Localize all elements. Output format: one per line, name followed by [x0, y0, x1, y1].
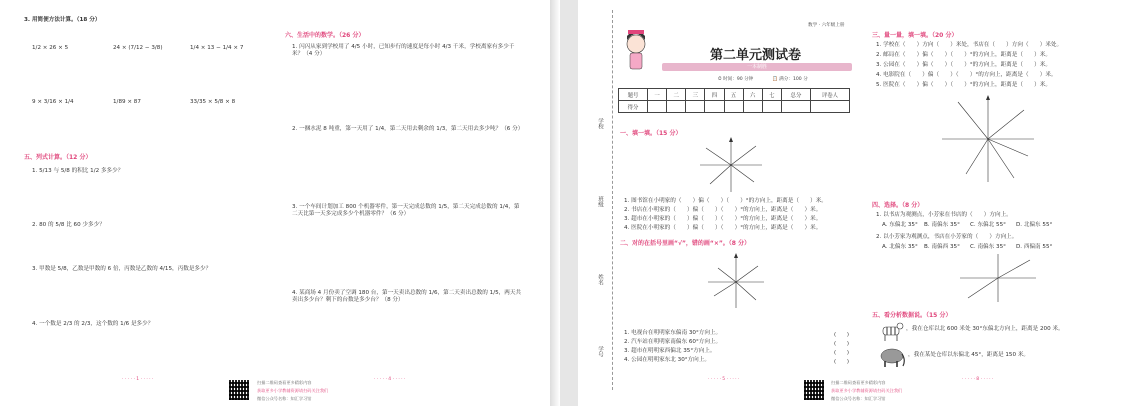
math-expression: 24 × (7/12 − 3/8) [113, 45, 163, 51]
question-item: 3. 超市在明明家西偏北 35°方向上。 [624, 348, 716, 354]
header-tag: 数学 · 六年级上册 [808, 23, 845, 28]
direction-diagram-2 [706, 252, 766, 310]
subtitle-bar: 一本制胜 [662, 63, 852, 71]
table-row [619, 89, 850, 101]
option-text: A. 北偏东 35° [882, 244, 918, 250]
footer-text: 扫描二维码查看更多精彩内容 [831, 380, 886, 385]
qr-code-icon [804, 380, 824, 400]
time-info: ⏱ 时间：90 分钟 [718, 77, 754, 82]
page-number: · · · · · 5 · · · · · [708, 377, 740, 382]
option-text: D. 北偏东 55° [1016, 222, 1053, 228]
footer-text: 扫描二维码查看更多精彩内容 [257, 380, 312, 385]
question-item: 1. 以书店为观测点，小芳家在书店的（ ）方向上。 [876, 212, 1012, 218]
question-item: 2. 80 的 5/8 比 60 少多少？ [32, 222, 105, 228]
question-item: ，我在某处仓库以东偏北 45°，距离是 150 米。 [908, 352, 1030, 358]
question-item: 2. 汽车站在明明家南偏东 60°方向上。 [624, 339, 722, 345]
page-number: · · · · · 1 · · · · · [122, 377, 154, 382]
answer-paren: ( ) [834, 359, 849, 365]
table-cell [686, 101, 705, 113]
question-item: 1. 图书馆在小明家的（ ）偏（ ）（ ）°的方向上，距离是（ ）米。 [624, 198, 827, 204]
option-text: C. 东偏北 55° [970, 222, 1006, 228]
table-cell [762, 101, 781, 113]
left-exam-page [0, 0, 560, 406]
girl-mascot-icon [622, 26, 650, 72]
question-item: ，我在仓库以北 600 米处 30°东偏北方向上，距离是 200 米。 [906, 326, 1064, 332]
footer-text: 获取更多小学教辅资源请扫码关注我们 [257, 388, 329, 393]
question-item: 2. 以小芳家为观测点，书店在小芳家的（ ）方向上。 [876, 234, 1018, 240]
answer-paren: ( ) [834, 341, 849, 347]
section-title: 四、选择。（8 分） [872, 202, 924, 209]
question-item: 2. 书店在小明家的（ ）偏（ ）（ ）°的方向上，距离是（ ）米。 [624, 207, 822, 213]
question-item: 2. 邮局在（ ）偏（ ）（ ）°的方向上，距离是（ ）米。 [876, 52, 1051, 58]
question-heading: 3. 用简便方法计算。（18 分） [24, 17, 101, 23]
table-cell [781, 101, 810, 113]
question-item: 4. 一个数是 2/3 的 2/3，这个数的 1/6 是多少？ [32, 321, 154, 327]
option-text: C. 南偏东 35° [970, 244, 1006, 250]
footer-text: 微信公众号名称：知汇学习馆 [831, 396, 886, 401]
table-cell [724, 101, 743, 113]
section-title: 五、看分析数据说。（15 分） [872, 312, 952, 319]
math-expression: 33/35 × 5/8 × 8 [190, 99, 236, 105]
question-item: 3. 甲数是 5/8，乙数是甲数的 6 倍，丙数是乙数的 4/15，丙数是多少？ [32, 266, 212, 272]
option-text: B. 南偏东 35° [924, 222, 960, 228]
direction-diagram-1 [696, 136, 766, 194]
option-text: D. 西偏南 55° [1016, 244, 1053, 250]
table-cell [705, 101, 724, 113]
table-cell: 题号 [619, 89, 648, 101]
section-title: 三、量一量，填一填。（20 分） [872, 32, 958, 39]
math-expression: 1/2 × 26 × 5 [32, 45, 69, 51]
answer-paren: ( ) [834, 332, 849, 338]
table-cell: 二 [667, 89, 686, 101]
table-cell: 七 [762, 89, 781, 101]
table-cell: 五 [724, 89, 743, 101]
section-title: 五、列式计算。（12 分） [24, 154, 92, 161]
page-number: · · · · · 8 · · · · · [962, 377, 994, 382]
side-label: 班级 [597, 196, 603, 207]
score-table [618, 88, 850, 113]
table-cell [810, 101, 849, 113]
right-exam-page [578, 0, 1131, 406]
footer-text: 获取更多小学教辅资源请扫码关注我们 [831, 388, 903, 393]
table-cell: 得分 [619, 101, 648, 113]
table-cell [743, 101, 762, 113]
answer-paren: ( ) [834, 350, 849, 356]
score-info: 📋 满分：100 分 [772, 77, 808, 82]
side-label: 学校 [597, 118, 603, 129]
option-text: B. 南偏西 35° [924, 244, 960, 250]
footer-text: 微信公众号名称：知汇学习馆 [257, 396, 312, 401]
question-item: 4. 医院在小明家的（ ）偏（ ）（ ）°的方向上，距离是（ ）米。 [624, 225, 822, 231]
table-cell: 一 [648, 89, 667, 101]
table-cell: 评卷人 [810, 89, 849, 101]
elephant-icon [878, 344, 906, 368]
direction-diagram-4 [958, 252, 1038, 304]
side-label: 学号 [597, 346, 603, 357]
binding-line [612, 10, 613, 390]
table-cell [648, 101, 667, 113]
math-expression: 1/4 × 13 − 1/4 × 7 [190, 45, 244, 51]
question-item: 3. 公园在（ ）偏（ ）（ ）°的方向上，距离是（ ）米。 [876, 62, 1051, 68]
question-item: 5. 医院在（ ）偏（ ）（ ）°的方向上，距离是（ ）米。 [876, 82, 1051, 88]
side-label: 姓名 [597, 274, 603, 285]
math-expression: 9 × 3/16 × 1/4 [32, 99, 74, 105]
question-item: 1. 闪闪从家到学校用了 4/5 小时，已知步行的速度是每小时 4/3 千米，学校离家有多少千米？（4 分） [292, 44, 515, 57]
question-item: 1. 5/13 与 5/8 的积比 1/2 多多少？ [32, 168, 124, 174]
option-text: A. 东偏北 35° [882, 222, 918, 228]
question-item: 1. 学校在（ ）方向（ ）米处，书店在（ ）方向（ ）米处。 [876, 42, 1063, 48]
table-cell: 三 [686, 89, 705, 101]
table-cell: 六 [743, 89, 762, 101]
page-fold-shadow [550, 0, 560, 406]
table-cell: 总分 [781, 89, 810, 101]
direction-diagram-3 [938, 94, 1038, 184]
question-item: 4. 电影院在（ ）偏（ ）（ ）°的方向上，距离是（ ）米。 [876, 72, 1057, 78]
math-expression: 1/89 × 87 [113, 99, 141, 105]
table-cell [667, 101, 686, 113]
zebra-icon [880, 320, 904, 342]
question-item: 3. 一个车间计划加工 800 个机器零件，第一天完成总数的 1/5，第二天完成总数的 1/4，第二天比第一天多完成多少个机器零件？（6 分） [292, 204, 520, 217]
question-item: 4. 公园在明明家东北 30°方向上。 [624, 357, 710, 363]
table-cell: 四 [705, 89, 724, 101]
section-title: 一、填一填。（15 分） [620, 130, 682, 137]
question-item: 1. 电视台在明明家东偏南 30°方向上。 [624, 330, 722, 336]
section-title: 二、对的在括号里画“√”，错的画“×”。（8 分） [620, 240, 751, 247]
page-number: · · · · · 4 · · · · · [374, 377, 406, 382]
question-item: 4. 某商场 4 月份卖了空调 180 台，第一天卖出总数的 1/6，第二天卖出总数的 1/5，两天共卖出多少台？剩下的台数是多少台？（8 分） [292, 290, 522, 303]
qr-code-icon [229, 380, 249, 400]
page-title: 第二单元测试卷 [710, 48, 802, 63]
question-item: 2. 一捆水泥 8 吨重，第一天用了 1/4，第二天用去剩余的 1/3，第二天用去多少吨？（6 分） [292, 126, 524, 132]
section-title: 六、生活中的数学。（26 分） [285, 32, 365, 39]
table-row [619, 101, 850, 113]
question-item: 3. 超市在小明家的（ ）偏（ ）（ ）°的方向上，距离是（ ）米。 [624, 216, 822, 222]
